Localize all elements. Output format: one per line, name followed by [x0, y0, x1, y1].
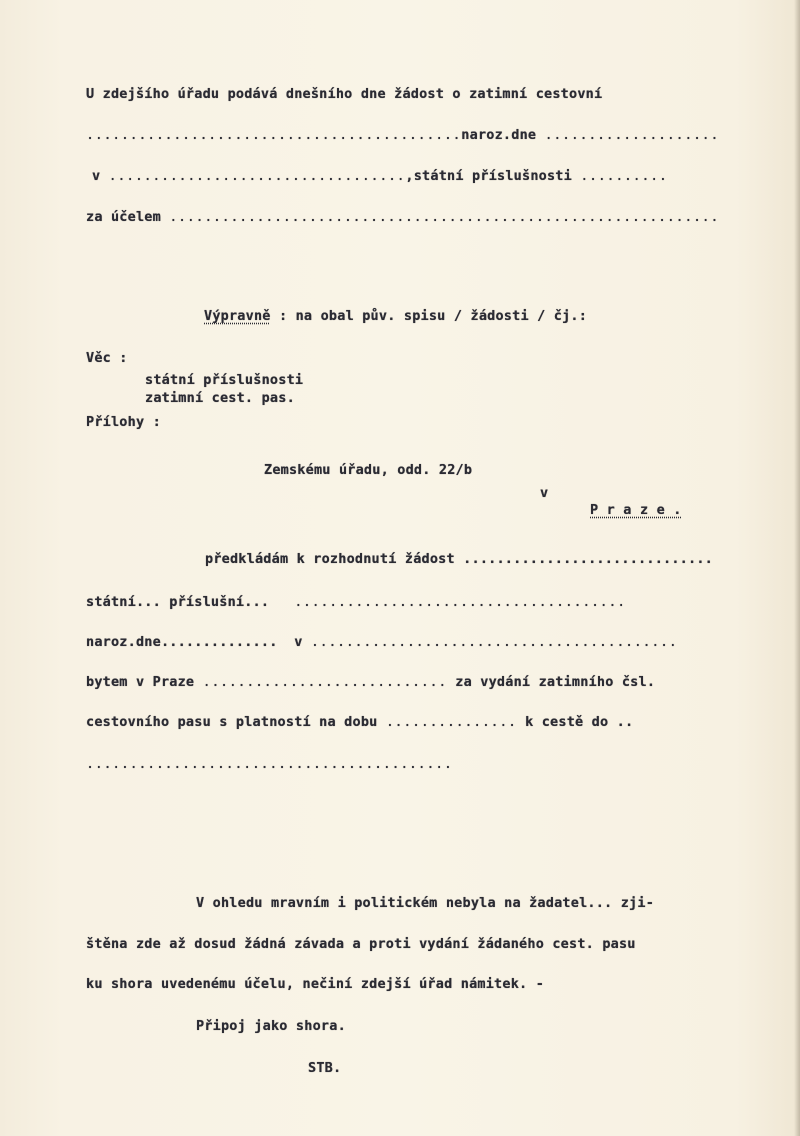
place-prefix: v: [294, 634, 303, 650]
signature: STB.: [308, 1060, 342, 1076]
dots: ..........................................: [310, 634, 678, 650]
closing-line-4: Připoj jako shora.: [196, 1018, 346, 1034]
birth-date-label: naroz.dne: [461, 127, 537, 143]
body-line-4: [86, 674, 655, 690]
body-line-3: [86, 634, 677, 650]
citizenship-label: ,státní příslušnosti: [405, 168, 572, 184]
body-line-2: [86, 594, 626, 610]
dots: ..................................: [108, 168, 406, 184]
residence-label: bytem v Praze: [86, 674, 195, 690]
closing-line-3: ku shora uvedenému účelu, nečiní zdejší úřad námitek. -: [86, 976, 545, 992]
recipient-v: v: [540, 485, 549, 501]
body-line-1: předkládám k rozhodnutí žádost ..............................: [205, 551, 713, 567]
recipient-city: P r a z e .: [590, 502, 682, 518]
issuance-text: za vydání zatimního čsl.: [455, 674, 656, 690]
attachments-label: Přílohy :: [86, 414, 161, 430]
place-prefix: v: [92, 168, 101, 184]
dispatch-label: Výpravně: [204, 308, 271, 324]
closing-line-1: V ohledu mravním i politickém nebyla na žadatel... zji-: [196, 895, 655, 911]
recipient-office: Zemskému úřadu, odd. 22/b: [264, 462, 473, 478]
dispatch-line: [204, 308, 587, 324]
header-line-2: [86, 127, 719, 143]
dots: ...............................................................: [169, 209, 720, 225]
birth-date-label: naroz.dne..............: [86, 634, 278, 650]
purpose-label: za účelem: [86, 209, 161, 225]
header-line-3: [92, 168, 668, 184]
destination-text: k cestě do ..: [525, 714, 634, 730]
header-line-4: [86, 209, 719, 225]
dots: ..........: [580, 168, 668, 184]
dots: ...........................................: [86, 127, 462, 143]
closing-line-2: štěna zde až dosud žádná závada a proti vydání žádaného cest. pasu: [86, 936, 636, 952]
header-line-1: U zdejšího úřadu podává dnešního dne žádost o zatimní cestovní: [86, 86, 603, 102]
subject-item-2: zatimní cest. pas.: [145, 390, 295, 406]
subject-label: Věc :: [86, 350, 128, 366]
body-line-5: [86, 714, 633, 730]
dots: ....................: [544, 127, 720, 143]
page-edge-shadow: [794, 0, 800, 1136]
validity-text: cestovního pasu s platností na dobu: [86, 714, 378, 730]
dots: ..........................................: [86, 756, 453, 772]
dots: ...............: [385, 714, 517, 730]
subject-item-1: státní příslušnosti: [145, 372, 304, 388]
body-line-6: [86, 756, 453, 772]
dots: ............................: [202, 674, 447, 690]
dispatch-text: : na obal pův. spisu / žádosti / čj.:: [278, 308, 588, 324]
dots: ......................................: [294, 594, 626, 610]
citizen-label: státní... příslušní...: [86, 594, 270, 610]
